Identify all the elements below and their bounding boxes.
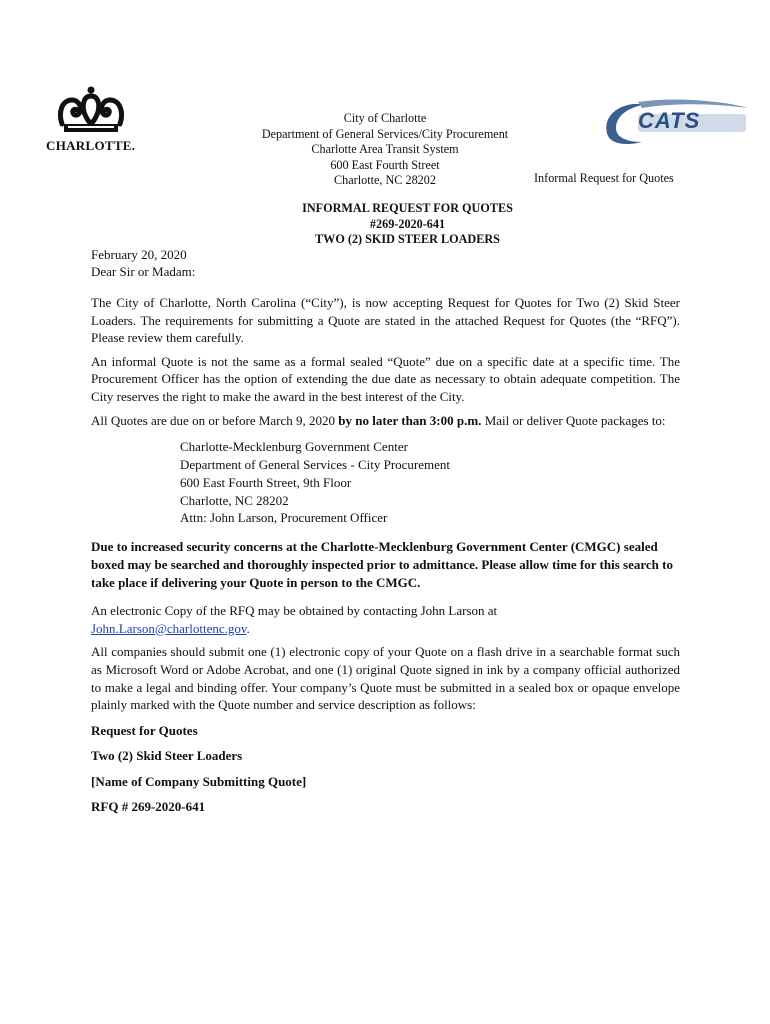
address-line: Charlotte Area Transit System bbox=[311, 142, 459, 156]
informal-request-label: Informal Request for Quotes bbox=[534, 171, 674, 185]
label-line: [Name of Company Submitting Quote] bbox=[91, 773, 307, 789]
address-line: 600 East Fourth Street bbox=[330, 157, 440, 172]
salutation: Dear Sir or Madam: bbox=[91, 264, 196, 279]
address-block bbox=[250, 111, 520, 189]
contact-email-link[interactable]: John.Larson@charlottenc.gov bbox=[91, 620, 247, 636]
delivery-address-line: Charlotte, NC 28202 bbox=[180, 492, 289, 508]
charlotte-wordmark: CHARLOTTE. bbox=[46, 138, 136, 153]
rfq-number: #269-2020-641 bbox=[369, 216, 446, 231]
address-line: Charlotte, NC 28202 bbox=[334, 173, 436, 187]
label-line: RFQ # 269-2020-641 bbox=[91, 799, 206, 815]
document-title bbox=[250, 201, 565, 248]
deliver-text: Mail or deliver Quote packages to: bbox=[481, 412, 666, 428]
date-salutation bbox=[91, 246, 195, 280]
cats-wordmark: CATS bbox=[638, 108, 701, 133]
paragraph: An informal Quote is not the same as a formal sealed “Quote” due on a specific date at a specific time. The Procurement Officer has the option of extending the due date as necessary to obtain adequate competition. The City reserves the right to make the award in the best interest of the City. bbox=[91, 353, 680, 404]
address-line: Department of General Services/City Procurement bbox=[261, 126, 509, 141]
paragraph: The City of Charlotte, North Carolina (“City”), is now accepting Request for Quotes for Two (2) Skid Steer Loaders. The requirements for submitting a Quote are stated in the attached Request for Quotes (the “RFQ”). Please review them carefully. bbox=[91, 295, 680, 346]
security-notice: Due to increased security concerns at the Charlotte-Mecklenburg Government Center (CMGC) sealed boxed may be searched and thoroughly inspected prior to admittance. Please allow time for this search to take place if delivering your Quote in person to the CMGC. bbox=[91, 539, 673, 591]
delivery-address-line: Department of General Services - City Procurement bbox=[180, 456, 451, 472]
delivery-address-line: Attn: John Larson, Procurement Officer bbox=[180, 510, 388, 526]
title-line: INFORMAL REQUEST FOR QUOTES bbox=[302, 201, 513, 215]
address-line: City of Charlotte bbox=[343, 111, 427, 125]
contact-text: An electronic Copy of the RFQ may be obtained by contacting John Larson at bbox=[91, 603, 498, 619]
delivery-address-line: 600 East Fourth Street, 9th Floor bbox=[180, 474, 352, 490]
cats-logo bbox=[598, 98, 754, 150]
contact-paragraph bbox=[91, 602, 680, 637]
label-line: Request for Quotes bbox=[91, 722, 198, 738]
title-line: TWO (2) SKID STEER LOADERS bbox=[315, 232, 500, 246]
delivery-address-line: Charlotte-Mecklenburg Government Center bbox=[180, 439, 408, 455]
due-time-text: by no later than 3:00 p.m. bbox=[338, 412, 482, 428]
paragraph bbox=[91, 412, 680, 430]
label-line: Two (2) Skid Steer Loaders bbox=[91, 748, 243, 764]
letter-body bbox=[91, 294, 680, 824]
crown-icon bbox=[56, 86, 126, 136]
delivery-address bbox=[180, 438, 680, 527]
contact-end: . bbox=[246, 620, 250, 636]
due-date-text: All Quotes are due on or before March 9, 2020 bbox=[91, 412, 339, 428]
paragraph: All companies should submit one (1) electronic copy of your Quote on a flash drive in a searchable format such as Microsoft Word or Adobe Acrobat, and one (1) original Quote signed in ink by a company official authorized to make a legal and binding offer. Your company’s Quote must be submitted in a sealed box or opaque envelope plainly marked with the Quote number and service description as follows: bbox=[91, 644, 680, 713]
letter-date: February 20, 2020 bbox=[91, 247, 187, 262]
charlotte-logo bbox=[46, 86, 146, 158]
